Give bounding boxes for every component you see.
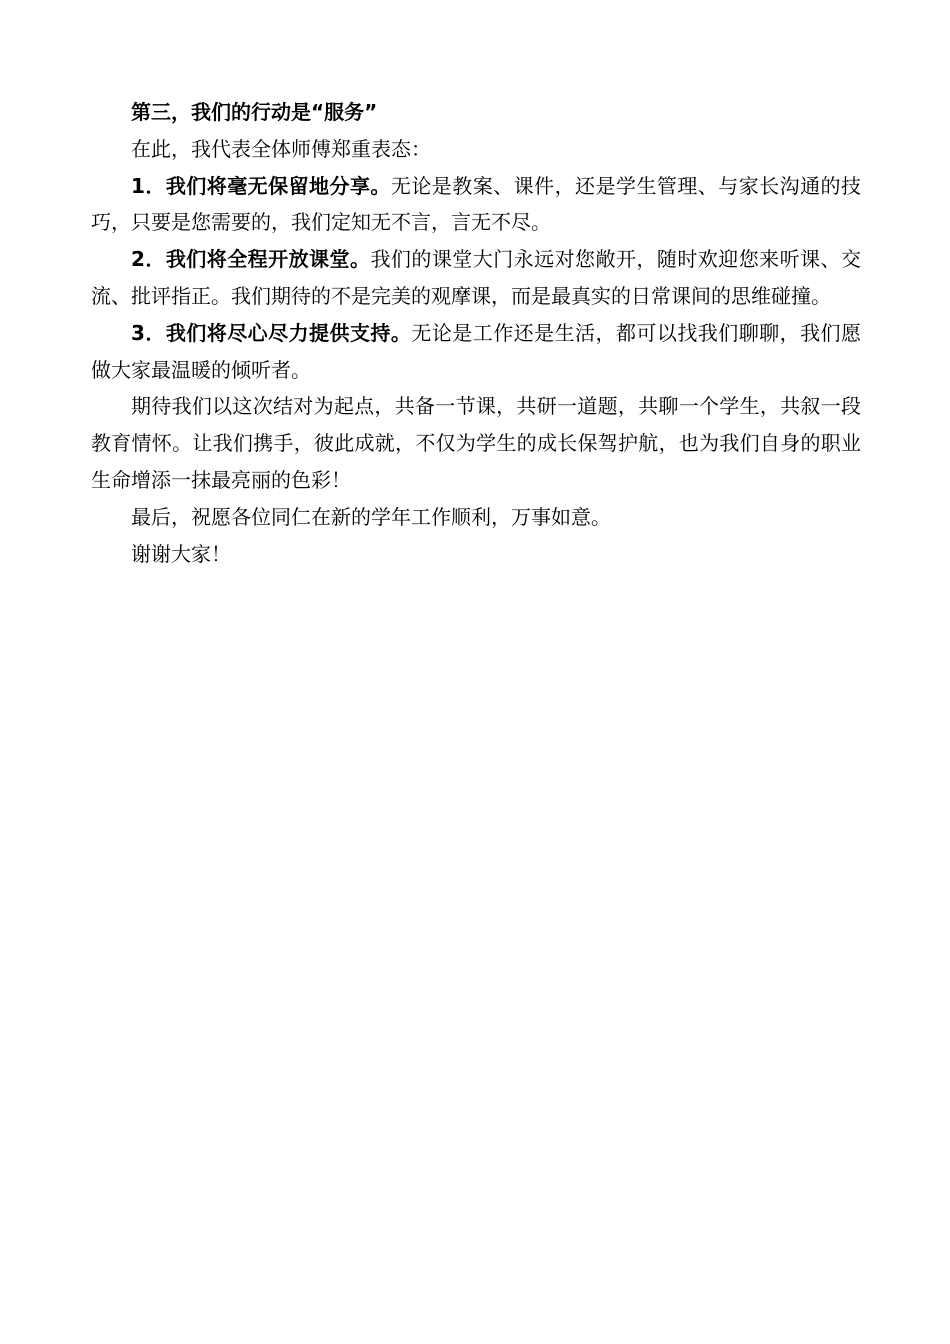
pledge-item-1 [91, 168, 861, 242]
pledge-item-1-lead: 1．我们将毫无保留地分享。 [131, 173, 391, 198]
intro-paragraph: 在此，我代表全体师傅郑重表态： [131, 136, 431, 161]
section-heading: 第三，我们的行动是“服务” [131, 100, 378, 124]
pledge-item-3-body: 无论是工作还是生活，都可以找我们聊聊，我们愿做大家最温暖的倾听者。 [91, 320, 862, 382]
wishes-paragraph: 最后，祝愿各位同仁在新的学年工作顺利，万事如意。 [131, 504, 611, 529]
pledge-item-3-lead: 3．我们将尽心尽力提供支持。 [131, 320, 412, 345]
pledge-item-1-body: 无论是教案、课件，还是学生管理、与家长沟通的技巧，只要是您需要的，我们定知无不言，言无不尽。 [91, 173, 861, 235]
pledge-item-2-body: 我们的课堂大门永远对您敞开，随时欢迎您来听课、交流、批评指正。我们期待的不是完美的观摩课，而是最真实的日常课间的思维碰撞。 [91, 247, 862, 308]
pledge-item-2-lead: 2．我们将全程开放课堂。 [131, 247, 371, 272]
pledge-item-2 [91, 241, 861, 315]
thanks-paragraph: 谢谢大家！ [131, 541, 231, 566]
pledge-item-3 [91, 315, 861, 389]
document-body [91, 94, 861, 572]
closing-paragraph: 期待我们以这次结对为起点，共备一节课，共研一道题，共聊一个学生，共叙一段教育情怀。让我们携手，彼此成就，不仅为学生的成长保驾护航，也为我们自身的职业生命增添一抹最亮丽的色彩！ [91, 394, 861, 492]
